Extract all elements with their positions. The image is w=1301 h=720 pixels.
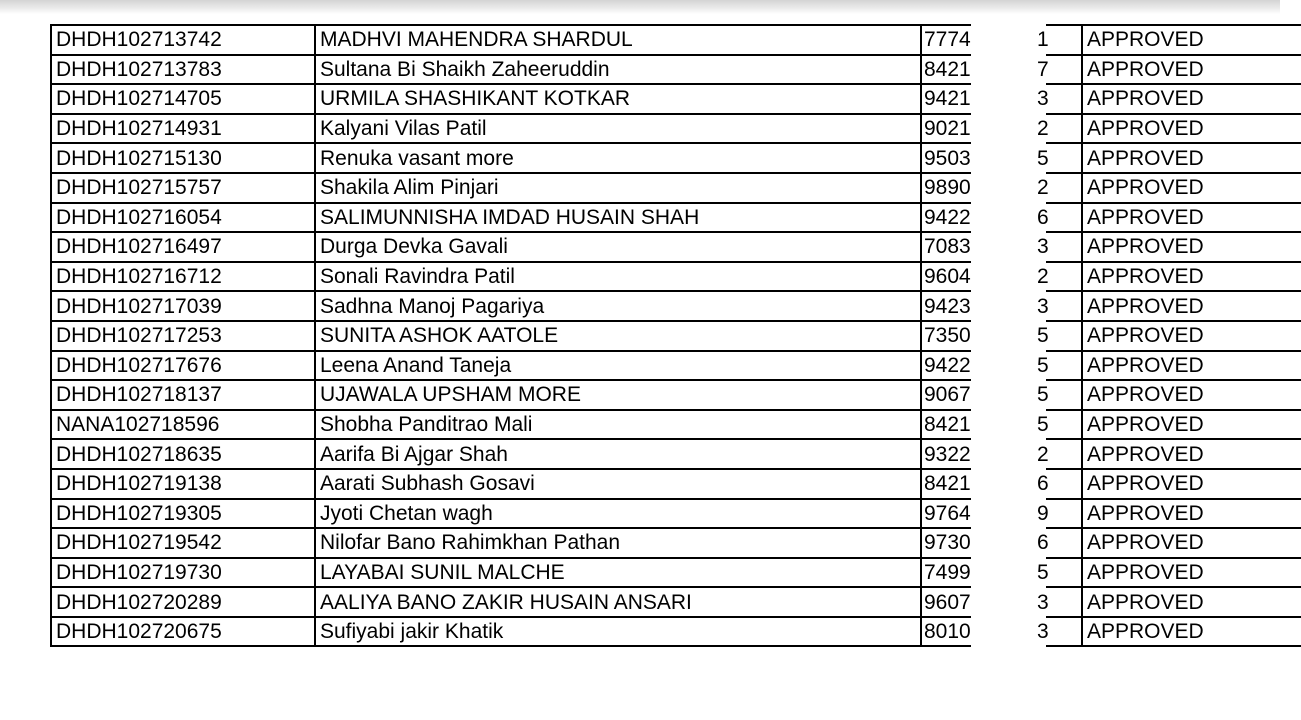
phone-cell: 9067: [921, 380, 971, 410]
table-row: [51, 143, 1301, 173]
redacted-gap: [971, 84, 1046, 114]
redacted-gap: [971, 528, 1046, 558]
application-id-cell: DHDH102713742: [51, 25, 315, 55]
table-row: [51, 232, 1301, 262]
redacted-gap: [971, 499, 1046, 529]
phone-cell: 7350: [921, 321, 971, 351]
phone-tail-cell: 7: [1046, 55, 1082, 85]
phone-tail-cell: 5: [1046, 410, 1082, 440]
phone-tail-cell: 3: [1046, 291, 1082, 321]
status-cell: APPROVED: [1082, 617, 1301, 647]
phone-cell: 9021: [921, 114, 971, 144]
redacted-gap: [971, 321, 1046, 351]
table-row: [51, 203, 1301, 233]
table-row: [51, 321, 1301, 351]
phone-cell: 8421: [921, 410, 971, 440]
applicant-name-cell: Jyoti Chetan wagh: [315, 499, 921, 529]
table-row: [51, 410, 1301, 440]
status-cell: APPROVED: [1082, 25, 1301, 55]
phone-tail-cell: 6: [1046, 203, 1082, 233]
phone-tail-cell: 3: [1046, 232, 1082, 262]
status-cell: APPROVED: [1082, 528, 1301, 558]
phone-cell: 8421: [921, 469, 971, 499]
phone-tail-cell: 3: [1046, 587, 1082, 617]
applicant-name-cell: Durga Devka Gavali: [315, 232, 921, 262]
phone-cell: 8421: [921, 55, 971, 85]
phone-tail-cell: 5: [1046, 143, 1082, 173]
table-row: [51, 617, 1301, 647]
redacted-gap: [971, 114, 1046, 144]
application-id-cell: DHDH102716712: [51, 262, 315, 292]
application-id-cell: DHDH102719138: [51, 469, 315, 499]
phone-cell: 9422: [921, 203, 971, 233]
redacted-gap: [971, 469, 1046, 499]
table-row: [51, 55, 1301, 85]
status-cell: APPROVED: [1082, 143, 1301, 173]
status-cell: APPROVED: [1082, 84, 1301, 114]
phone-cell: 9423: [921, 291, 971, 321]
phone-cell: 9730: [921, 528, 971, 558]
table-row: [51, 469, 1301, 499]
applicant-name-cell: UJAWALA UPSHAM MORE: [315, 380, 921, 410]
phone-cell: 7774: [921, 25, 971, 55]
redacted-gap: [971, 410, 1046, 440]
phone-cell: 9890: [921, 173, 971, 203]
application-id-cell: DHDH102717676: [51, 351, 315, 381]
status-cell: APPROVED: [1082, 321, 1301, 351]
applicant-name-cell: Shobha Panditrao Mali: [315, 410, 921, 440]
application-id-cell: DHDH102714705: [51, 84, 315, 114]
applicant-name-cell: Sultana Bi Shaikh Zaheeruddin: [315, 55, 921, 85]
table-row: [51, 291, 1301, 321]
applicant-name-cell: MADHVI MAHENDRA SHARDUL: [315, 25, 921, 55]
applicant-name-cell: SUNITA ASHOK AATOLE: [315, 321, 921, 351]
redacted-gap: [971, 617, 1046, 647]
application-id-cell: DHDH102718137: [51, 380, 315, 410]
table-row: [51, 587, 1301, 617]
status-cell: APPROVED: [1082, 232, 1301, 262]
applicant-name-cell: Sonali Ravindra Patil: [315, 262, 921, 292]
application-id-cell: DHDH102719542: [51, 528, 315, 558]
phone-tail-cell: 6: [1046, 528, 1082, 558]
status-cell: APPROVED: [1082, 380, 1301, 410]
applicant-name-cell: SALIMUNNISHA IMDAD HUSAIN SHAH: [315, 203, 921, 233]
phone-tail-cell: 9: [1046, 499, 1082, 529]
application-id-cell: DHDH102717253: [51, 321, 315, 351]
status-cell: APPROVED: [1082, 439, 1301, 469]
redacted-gap: [971, 380, 1046, 410]
status-cell: APPROVED: [1082, 469, 1301, 499]
applicant-name-cell: Aarati Subhash Gosavi: [315, 469, 921, 499]
status-cell: APPROVED: [1082, 173, 1301, 203]
phone-tail-cell: 6: [1046, 469, 1082, 499]
phone-tail-cell: 2: [1046, 173, 1082, 203]
redacted-gap: [971, 143, 1046, 173]
phone-cell: 9322: [921, 439, 971, 469]
redacted-gap: [971, 25, 1046, 55]
application-id-cell: DHDH102719305: [51, 499, 315, 529]
phone-cell: 7083: [921, 232, 971, 262]
redacted-gap: [971, 439, 1046, 469]
table-row: [51, 558, 1301, 588]
table-row: [51, 439, 1301, 469]
applicant-name-cell: Leena Anand Taneja: [315, 351, 921, 381]
applicant-name-cell: Shakila Alim Pinjari: [315, 173, 921, 203]
status-cell: APPROVED: [1082, 351, 1301, 381]
applicant-name-cell: Nilofar Bano Rahimkhan Pathan: [315, 528, 921, 558]
applicant-name-cell: Sadhna Manoj Pagariya: [315, 291, 921, 321]
phone-cell: 9503: [921, 143, 971, 173]
phone-cell: 7499: [921, 558, 971, 588]
phone-tail-cell: 3: [1046, 84, 1082, 114]
application-id-cell: DHDH102717039: [51, 291, 315, 321]
applicant-name-cell: URMILA SHASHIKANT KOTKAR: [315, 84, 921, 114]
status-cell: APPROVED: [1082, 55, 1301, 85]
table-row: [51, 114, 1301, 144]
application-id-cell: DHDH102719730: [51, 558, 315, 588]
applicant-name-cell: LAYABAI SUNIL MALCHE: [315, 558, 921, 588]
table-row: [51, 262, 1301, 292]
phone-tail-cell: 5: [1046, 558, 1082, 588]
redacted-gap: [971, 291, 1046, 321]
phone-tail-cell: 2: [1046, 262, 1082, 292]
table-row: [51, 528, 1301, 558]
table-row: [51, 351, 1301, 381]
phone-tail-cell: 5: [1046, 380, 1082, 410]
table-row: [51, 173, 1301, 203]
records-table-body: [51, 25, 1301, 646]
applicant-name-cell: Aarifa Bi Ajgar Shah: [315, 439, 921, 469]
status-cell: APPROVED: [1082, 499, 1301, 529]
status-cell: APPROVED: [1082, 291, 1301, 321]
redacted-gap: [971, 262, 1046, 292]
status-cell: APPROVED: [1082, 203, 1301, 233]
phone-cell: 9422: [921, 351, 971, 381]
redacted-gap: [971, 558, 1046, 588]
application-id-cell: DHDH102718635: [51, 439, 315, 469]
phone-tail-cell: 1: [1046, 25, 1082, 55]
application-id-cell: DHDH102713783: [51, 55, 315, 85]
phone-cell: 9764: [921, 499, 971, 529]
application-id-cell: DHDH102715757: [51, 173, 315, 203]
application-id-cell: NANA102718596: [51, 410, 315, 440]
status-cell: APPROVED: [1082, 558, 1301, 588]
application-id-cell: DHDH102720289: [51, 587, 315, 617]
phone-tail-cell: 5: [1046, 351, 1082, 381]
table-row: [51, 84, 1301, 114]
viewer-top-edge: [0, 0, 1280, 14]
status-cell: APPROVED: [1082, 587, 1301, 617]
phone-cell: 9604: [921, 262, 971, 292]
status-cell: APPROVED: [1082, 114, 1301, 144]
applicant-name-cell: Kalyani Vilas Patil: [315, 114, 921, 144]
phone-tail-cell: 5: [1046, 321, 1082, 351]
applicant-name-cell: Renuka vasant more: [315, 143, 921, 173]
redacted-gap: [971, 587, 1046, 617]
redacted-gap: [971, 173, 1046, 203]
table-row: [51, 499, 1301, 529]
phone-tail-cell: 2: [1046, 114, 1082, 144]
status-cell: APPROVED: [1082, 410, 1301, 440]
redacted-gap: [971, 55, 1046, 85]
table-row: [51, 380, 1301, 410]
application-id-cell: DHDH102716497: [51, 232, 315, 262]
application-id-cell: DHDH102714931: [51, 114, 315, 144]
application-id-cell: DHDH102715130: [51, 143, 315, 173]
phone-cell: 9421: [921, 84, 971, 114]
status-cell: APPROVED: [1082, 262, 1301, 292]
records-table: [50, 24, 1301, 647]
redacted-gap: [971, 232, 1046, 262]
application-id-cell: DHDH102720675: [51, 617, 315, 647]
phone-tail-cell: 3: [1046, 617, 1082, 647]
applicant-name-cell: AALIYA BANO ZAKIR HUSAIN ANSARI: [315, 587, 921, 617]
phone-tail-cell: 2: [1046, 439, 1082, 469]
redacted-gap: [971, 203, 1046, 233]
application-id-cell: DHDH102716054: [51, 203, 315, 233]
applicant-name-cell: Sufiyabi jakir Khatik: [315, 617, 921, 647]
table-row: [51, 25, 1301, 55]
phone-cell: 9607: [921, 587, 971, 617]
phone-cell: 8010: [921, 617, 971, 647]
redacted-gap: [971, 351, 1046, 381]
